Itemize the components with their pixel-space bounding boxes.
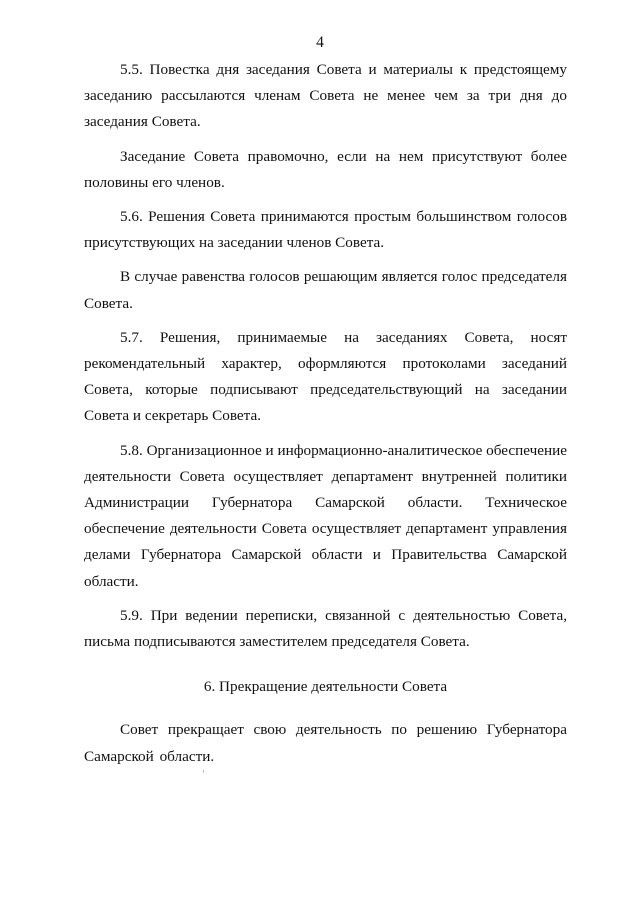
page-number: 4: [316, 34, 324, 51]
section-heading: 6. Прекращение деятельности Совета: [203, 678, 448, 696]
paragraph-quorum: Заседание Совета правомочно, если на нем присутствуют более половины его членов.: [84, 147, 567, 191]
paragraph-5-6: 5.6. Решения Совета принимаются простым большинством голосов присутствующих на заседании членов Совета.: [84, 208, 567, 252]
scan-speck: [203, 770, 204, 773]
document-body: [84, 57, 567, 778]
paragraph-5-5: 5.5. Повестка дня заседания Совета и материалы к предстоящему заседанию рассылаются членам Совета не менее чем за три дня до заседания Совета.: [84, 61, 567, 131]
closing-paragraph: Совет прекращает свою деятельность по решению Губернатора Самарской области.: [84, 721, 567, 765]
paragraph-5-7: 5.7. Решения, принимаемые на заседаниях Совета, носят рекомендательный характер, оформляются протоколами заседаний Совета, которые подписывают председательствующий на заседании Совета и секретарь Совета.: [84, 328, 567, 425]
paragraph-5-8: 5.8. Организационное и информационно-аналитическое обеспечение деятельности Совета осуществляет департамент внутренней политики Администрации Губернатора Самарской области. Техническое обеспечение деятельности Совета осуществляет департамент управления делами Губернатора Самарской области и Правительства Самарской области.: [84, 441, 567, 590]
paragraph-5-9: 5.9. При ведении переписки, связанной с деятельностью Совета, письма подписываются заместителем председателя Совета.: [84, 606, 567, 651]
paragraph-tie-vote: В случае равенства голосов решающим является голос председателя Совета.: [84, 268, 567, 312]
